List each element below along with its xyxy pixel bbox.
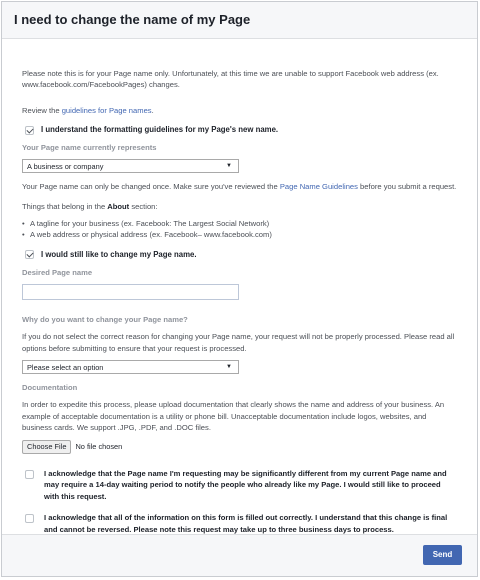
review-prefix: Review the (22, 105, 62, 115)
dialog-footer (2, 534, 477, 576)
documentation-help: In order to expedite this process, please upload documentation that clearly shows the name and address of your business. An example of acceptable documentation is a utility or phone bill. Unacceptable documentation include logos, websites, and business cards. We support .JPG, .PDF, and .DOC files. (22, 400, 445, 433)
review-guidelines-text (22, 105, 457, 116)
acknowledge-final-checkbox[interactable] (25, 514, 34, 523)
once-notice-prefix: Your Page name can only be changed once. Make sure you've reviewed the (22, 182, 280, 192)
dialog-header (2, 2, 477, 39)
once-notice-suffix: before you submit a request. (357, 182, 457, 192)
reason-selected: Please select an option (27, 362, 104, 372)
triangle-down-icon: ▼ (226, 162, 232, 169)
represents-selected: A business or company (27, 161, 104, 171)
about-intro (22, 201, 457, 212)
page-name-guidelines-link[interactable]: Page Name Guidelines (279, 182, 358, 192)
represents-select[interactable] (22, 159, 239, 173)
triangle-down-icon: ▼ (226, 363, 232, 370)
review-suffix: . (151, 105, 154, 115)
acknowledgement-row-1[interactable] (22, 468, 457, 503)
reason-select[interactable] (22, 360, 239, 374)
about-prefix: Things that belong in the (22, 201, 108, 211)
file-upload (22, 440, 457, 454)
formatting-checkbox[interactable] (25, 126, 34, 135)
choose-file-button[interactable]: Choose File (22, 440, 71, 454)
documentation-label: Documentation (22, 383, 78, 393)
acknowledge-waiting-text: I acknowledge that the Page name I'm requesting may be significantly different from my current Page name and may require a 14-day waiting period to notify the people who already like my Page. I would still like to proceed with this request. (44, 468, 447, 501)
formatting-check-row[interactable] (22, 124, 457, 136)
name-once-notice (22, 181, 457, 192)
list-item: • A web address or physical address (ex. Facebook– www.facebook.com) (22, 229, 457, 240)
file-status: No file chosen (75, 442, 123, 452)
acknowledge-final-text: I acknowledge that all of the information on this form is filled out correctly. I understand that this change is final and cannot be reversed. Please note this request may take up to three business days to process. (44, 513, 448, 534)
dialog-body (2, 40, 477, 534)
still-change-check-row[interactable] (22, 249, 457, 261)
still-change-check-label: I would still like to change my Page name. (41, 249, 197, 259)
send-button[interactable]: Send (423, 545, 462, 565)
change-page-name-dialog (1, 1, 478, 577)
intro-note: Please note this is for your Page name only. Unfortunately, at this time we are unable to support Facebook web address (ex. www.facebook.com/FacebookPages) changes. (22, 69, 439, 90)
guidelines-link[interactable]: guidelines for Page names (61, 105, 152, 115)
reason-help: If you do not select the correct reason for changing your Page name, your request will not be properly processed. Please read all options before submitting to ensure that your request is processed. (22, 332, 455, 353)
desired-name-input[interactable] (22, 284, 239, 300)
formatting-check-label: I understand the formatting guidelines for my Page's new name. (41, 125, 279, 135)
about-section-name: About (107, 201, 130, 211)
still-change-checkbox[interactable] (25, 250, 34, 259)
represents-label: Your Page name currently represents (22, 142, 157, 152)
desired-name-label: Desired Page name (22, 267, 93, 277)
dialog-title: I need to change the name of my Page (14, 12, 251, 28)
reason-label: Why do you want to change your Page name? (22, 314, 188, 324)
list-item: • A tagline for your business (ex. Facebook: The Largest Social Network) (22, 218, 457, 229)
about-suffix: section: (129, 201, 158, 211)
about-list (22, 218, 457, 241)
acknowledgement-row-2[interactable] (22, 512, 457, 534)
acknowledge-waiting-checkbox[interactable] (25, 470, 34, 479)
